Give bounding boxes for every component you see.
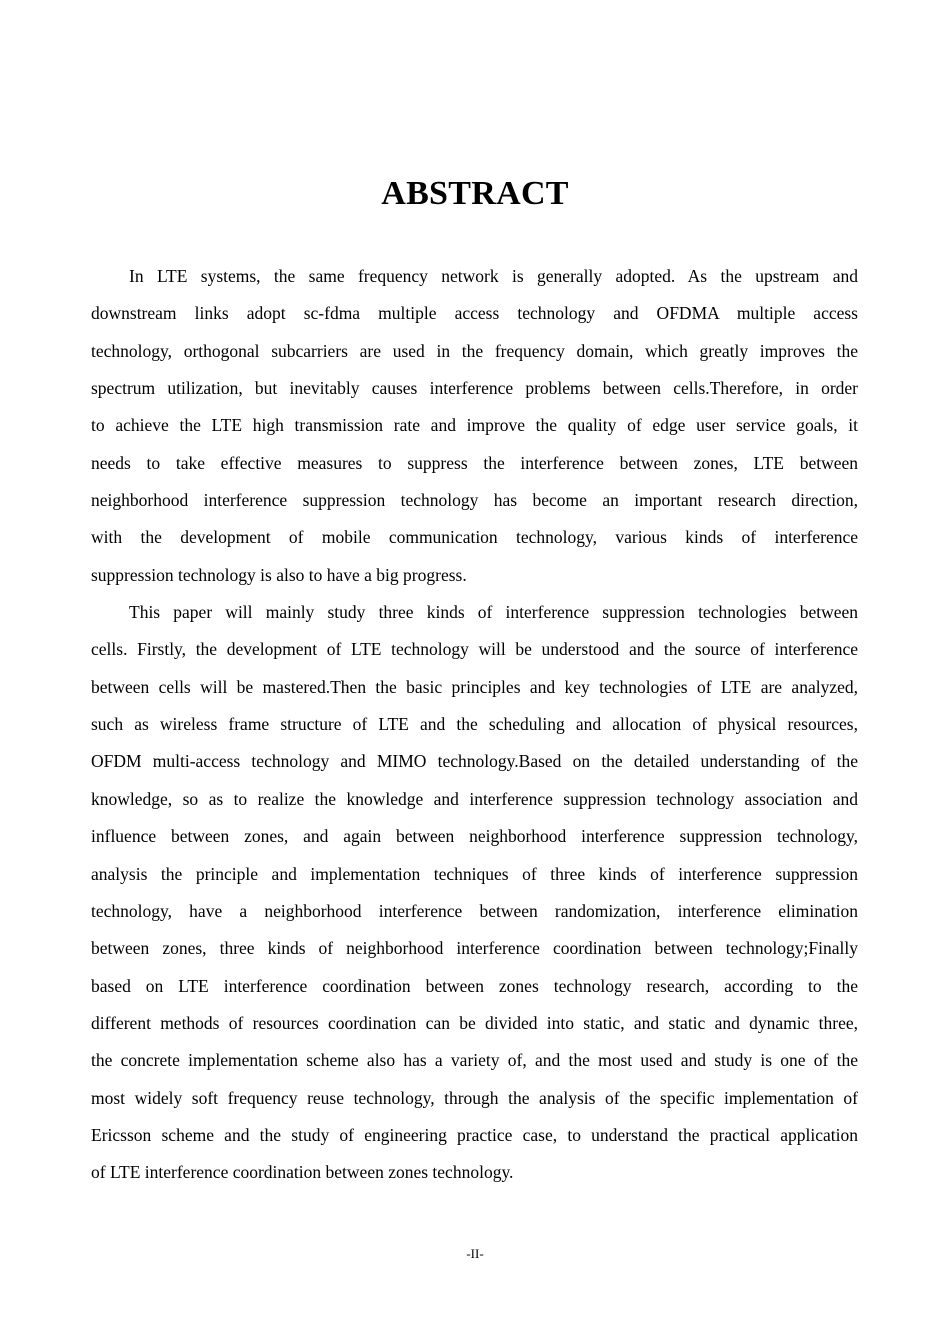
text-line: cells. Firstly, the development of LTE technology will be understood and the source of interference (91, 639, 858, 660)
text-line: Ericsson scheme and the study of engineering practice case, to understand the practical application (91, 1124, 858, 1145)
text-line: knowledge, so as to realize the knowledge and interference suppression technology association and (91, 788, 858, 809)
text-line: spectrum utilization, but inevitably causes interference problems between cells.Therefore, in order (91, 378, 858, 399)
abstract-body (91, 258, 858, 1192)
text-line: the concrete implementation scheme also has a variety of, and the most used and study is one of the (91, 1050, 858, 1071)
text-line: downstream links adopt sc-fdma multiple access technology and OFDMA multiple access (91, 303, 858, 324)
text-line: OFDM multi-access technology and MIMO technology.Based on the detailed understanding of the (91, 751, 858, 772)
text-line: In LTE systems, the same frequency network is generally adopted. As the upstream and (129, 266, 858, 286)
text-line: with the development of mobile communication technology, various kinds of interference (91, 527, 858, 548)
text-line: analysis the principle and implementation techniques of three kinds of interference suppression (91, 863, 858, 884)
text-line: This paper will mainly study three kinds of interference suppression technologies between (129, 602, 858, 623)
text-line: such as wireless frame structure of LTE and the scheduling and allocation of physical resources, (91, 714, 858, 735)
abstract-title: ABSTRACT (381, 175, 569, 212)
text-line: influence between zones, and again between neighborhood interference suppression technology, (91, 826, 858, 847)
text-line: to achieve the LTE high transmission rate and improve the quality of edge user service goals, it (91, 415, 858, 436)
text-line: technology, orthogonal subcarriers are used in the frequency domain, which greatly improves the (91, 340, 858, 361)
text-line: needs to take effective measures to suppress the interference between zones, LTE between (91, 452, 858, 473)
text-line: suppression technology is also to have a big progress. (91, 564, 467, 585)
text-line: neighborhood interference suppression technology has become an important research direction, (91, 490, 858, 511)
text-line: based on LTE interference coordination between zones technology research, according to the (91, 975, 858, 996)
text-line: technology, have a neighborhood interference between randomization, interference elimination (91, 900, 858, 921)
text-line: different methods of resources coordination can be divided into static, and static and dynamic three, (91, 1012, 858, 1033)
text-line: between zones, three kinds of neighborhood interference coordination between technology;Finally (91, 938, 858, 959)
text-line: most widely soft frequency reuse technology, through the analysis of the specific implementation of (91, 1087, 858, 1108)
text-line: between cells will be mastered.Then the basic principles and key technologies of LTE are analyzed, (91, 676, 858, 697)
page-number: -II- (466, 1246, 484, 1261)
text-line: of LTE interference coordination between zones technology. (91, 1162, 514, 1183)
paragraph-2 (91, 594, 858, 1192)
paragraph-1 (91, 258, 858, 594)
